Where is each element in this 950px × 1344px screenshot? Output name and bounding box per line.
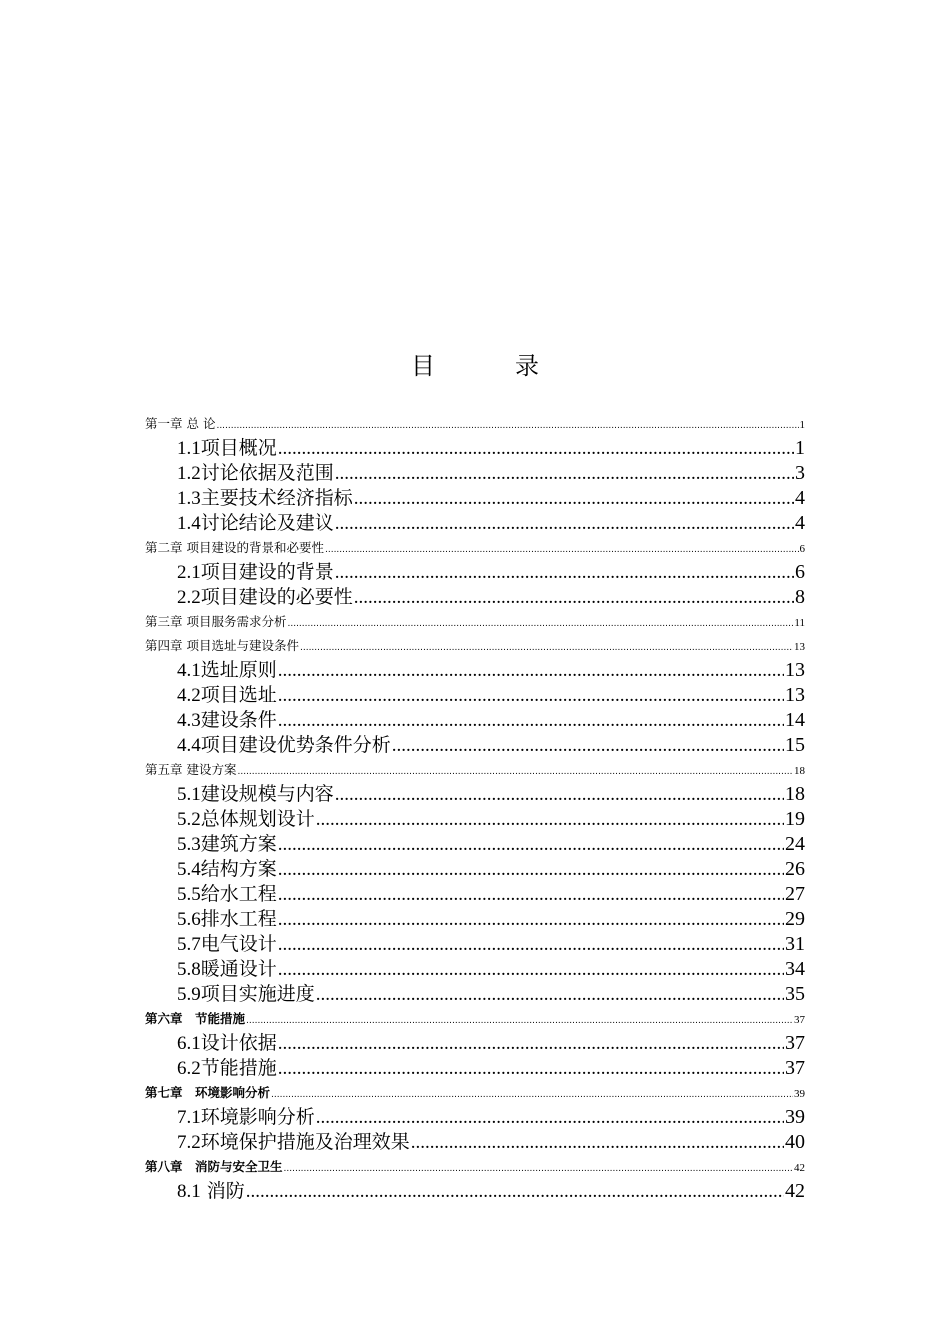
toc-leader-dots bbox=[392, 733, 784, 758]
toc-entry-label bbox=[177, 1056, 277, 1081]
toc-section-entry[interactable] bbox=[145, 1105, 805, 1130]
toc-page-number: 27 bbox=[785, 883, 805, 905]
toc-section-title: 给水工程 bbox=[200, 883, 277, 905]
toc-section-entry[interactable] bbox=[145, 907, 805, 932]
toc-section-number: 1.2 bbox=[177, 463, 201, 484]
toc-entry-label bbox=[177, 585, 353, 610]
toc-leader-dots bbox=[278, 658, 784, 683]
toc-page-number: 26 bbox=[785, 858, 805, 880]
toc-section-number: 5.3 bbox=[177, 834, 201, 855]
toc-leader-dots bbox=[354, 486, 794, 511]
toc-section-title: 消防 bbox=[200, 1180, 245, 1202]
toc-entry-label bbox=[177, 658, 277, 683]
toc-section-title: 设计依据 bbox=[200, 1032, 277, 1054]
toc-leader-dots bbox=[325, 538, 799, 560]
toc-section-number: 4.4 bbox=[177, 735, 201, 756]
toc-page-number: 13 bbox=[785, 684, 805, 706]
toc-leader-dots bbox=[278, 957, 784, 982]
toc-leader-dots bbox=[278, 436, 794, 461]
toc-page-number: 39 bbox=[794, 1088, 805, 1100]
toc-section-title: 结构方案 bbox=[200, 858, 277, 880]
toc-leader-dots bbox=[287, 612, 793, 634]
toc-chapter-entry[interactable] bbox=[145, 1081, 805, 1105]
toc-section-entry[interactable] bbox=[145, 461, 805, 486]
toc-leader-dots bbox=[271, 1083, 793, 1105]
toc-leader-dots bbox=[300, 636, 793, 658]
toc-section-number: 8.1 bbox=[177, 1181, 201, 1202]
toc-entry-label: 第五章 建设方案 bbox=[145, 762, 237, 777]
toc-section-number: 5.8 bbox=[177, 959, 201, 980]
toc-section-title: 节能措施 bbox=[200, 1057, 277, 1079]
toc-entry-label: 第三章 项目服务需求分析 bbox=[145, 614, 287, 629]
toc-page-number: 39 bbox=[785, 1106, 805, 1128]
toc-title: 目 录 bbox=[411, 352, 567, 380]
toc-section-entry[interactable] bbox=[145, 560, 805, 585]
toc-section-number: 1.4 bbox=[177, 513, 201, 534]
toc-page-number: 13 bbox=[794, 641, 805, 653]
toc-entry-label: 第六章 节能措施 bbox=[145, 1011, 246, 1026]
toc-leader-dots bbox=[237, 760, 793, 782]
toc-section-number: 4.3 bbox=[177, 710, 201, 731]
toc-page-number: 4 bbox=[795, 487, 805, 509]
toc-section-number: 4.1 bbox=[177, 660, 201, 681]
toc-entry-label bbox=[177, 882, 277, 907]
toc-section-entry[interactable] bbox=[145, 882, 805, 907]
toc-entry-label: 第八章 消防与安全卫生 bbox=[145, 1159, 283, 1174]
toc-entry-label bbox=[177, 932, 277, 957]
toc-section-entry[interactable] bbox=[145, 585, 805, 610]
toc-section-entry[interactable] bbox=[145, 486, 805, 511]
toc-section-title: 排水工程 bbox=[200, 908, 277, 930]
toc-leader-dots bbox=[278, 683, 784, 708]
toc-section-title: 建筑方案 bbox=[200, 833, 277, 855]
toc-chapter-entry[interactable] bbox=[145, 610, 805, 634]
toc-leader-dots bbox=[284, 1157, 793, 1179]
toc-page-number: 1 bbox=[799, 419, 805, 431]
toc-section-number: 1.3 bbox=[177, 488, 201, 509]
toc-page-number: 18 bbox=[785, 783, 805, 805]
toc-section-number: 4.2 bbox=[177, 685, 201, 706]
toc-section-number: 1.1 bbox=[177, 438, 201, 459]
toc-section-number: 5.7 bbox=[177, 934, 201, 955]
toc-page-number: 15 bbox=[785, 734, 805, 756]
toc-leader-dots bbox=[278, 857, 784, 882]
toc-leader-dots bbox=[278, 907, 784, 932]
toc-section-title: 项目选址 bbox=[200, 684, 277, 706]
toc-leader-dots bbox=[246, 1009, 793, 1031]
toc-page-number: 24 bbox=[785, 833, 805, 855]
toc-leader-dots bbox=[216, 414, 798, 436]
toc-section-entry[interactable] bbox=[145, 1179, 805, 1204]
toc-leader-dots bbox=[335, 782, 784, 807]
toc-entry-label bbox=[177, 436, 277, 461]
toc-entry-label bbox=[177, 857, 277, 882]
toc-page-number: 11 bbox=[794, 617, 805, 629]
toc-section-number: 5.6 bbox=[177, 909, 201, 930]
toc-entry-label bbox=[177, 807, 315, 832]
toc-leader-dots bbox=[278, 932, 784, 957]
toc-section-title: 暖通设计 bbox=[200, 958, 277, 980]
toc-leader-dots bbox=[278, 1056, 784, 1081]
toc-leader-dots bbox=[316, 1105, 784, 1130]
toc-section-title: 环境保护措施及治理效果 bbox=[200, 1131, 410, 1153]
toc-chapter-entry[interactable] bbox=[145, 412, 805, 436]
toc-section-entry[interactable] bbox=[145, 1130, 805, 1155]
toc-leader-dots bbox=[278, 708, 784, 733]
toc-page-number: 18 bbox=[794, 765, 805, 777]
toc-leader-dots bbox=[278, 1031, 784, 1056]
toc-section-number: 5.1 bbox=[177, 784, 201, 805]
toc-leader-dots bbox=[278, 832, 784, 857]
toc-section-title: 项目建设的必要性 bbox=[200, 586, 353, 608]
toc-page-number: 34 bbox=[785, 958, 805, 980]
toc-section-number: 2.1 bbox=[177, 562, 201, 583]
toc-section-entry[interactable] bbox=[145, 733, 805, 758]
toc-section-entry[interactable] bbox=[145, 1056, 805, 1081]
toc-page-number: 37 bbox=[794, 1014, 805, 1026]
toc-page-number: 6 bbox=[795, 561, 805, 583]
toc-section-number: 5.5 bbox=[177, 884, 201, 905]
toc-leader-dots bbox=[278, 882, 784, 907]
toc-section-title: 主要技术经济指标 bbox=[200, 487, 353, 509]
toc-section-number: 6.2 bbox=[177, 1058, 201, 1079]
toc-section-title: 讨论依据及范围 bbox=[200, 462, 334, 484]
toc-entry-label bbox=[177, 907, 277, 932]
toc-leader-dots bbox=[335, 511, 794, 536]
toc-page-number: 40 bbox=[785, 1131, 805, 1153]
toc-section-title: 选址原则 bbox=[200, 659, 277, 681]
toc-page-number: 37 bbox=[785, 1032, 805, 1054]
toc-page-number: 14 bbox=[785, 709, 805, 731]
toc-leader-dots bbox=[335, 461, 794, 486]
toc-entry-label bbox=[177, 511, 334, 536]
toc-chapter-entry[interactable] bbox=[145, 1155, 805, 1179]
toc-section-title: 项目概况 bbox=[200, 437, 277, 459]
toc-page-number: 6 bbox=[799, 543, 805, 555]
toc-section-entry[interactable] bbox=[145, 932, 805, 957]
toc-entry-label bbox=[177, 1105, 315, 1130]
toc-entry-label bbox=[177, 832, 277, 857]
toc-entry-label bbox=[177, 733, 391, 758]
toc-section-entry[interactable] bbox=[145, 708, 805, 733]
toc-section-number: 5.4 bbox=[177, 859, 201, 880]
toc-page-number: 42 bbox=[785, 1180, 805, 1202]
toc-leader-dots bbox=[411, 1130, 784, 1155]
toc-section-number: 6.1 bbox=[177, 1033, 201, 1054]
toc-chapter-entry[interactable] bbox=[145, 1007, 805, 1031]
toc-section-entry[interactable] bbox=[145, 807, 805, 832]
toc-entry-label bbox=[177, 782, 334, 807]
toc-section-number: 2.2 bbox=[177, 587, 201, 608]
toc-page-number: 3 bbox=[795, 462, 805, 484]
toc-section-title: 建设条件 bbox=[200, 709, 277, 731]
toc-page-number: 13 bbox=[785, 659, 805, 681]
toc-section-number: 7.2 bbox=[177, 1132, 201, 1153]
toc-entry-label: 第七章 环境影响分析 bbox=[145, 1085, 271, 1100]
toc-section-entry[interactable] bbox=[145, 683, 805, 708]
toc-page-number: 37 bbox=[785, 1057, 805, 1079]
toc-entry-label bbox=[177, 1179, 245, 1204]
toc-page-number: 29 bbox=[785, 908, 805, 930]
toc-section-title: 环境影响分析 bbox=[200, 1106, 315, 1128]
toc-chapter-entry[interactable] bbox=[145, 634, 805, 658]
toc-entry-label bbox=[177, 957, 277, 982]
toc-entry-label bbox=[177, 982, 315, 1007]
toc-section-entry[interactable] bbox=[145, 511, 805, 536]
toc-leader-dots bbox=[316, 807, 784, 832]
toc-section-title: 讨论结论及建议 bbox=[200, 512, 334, 534]
toc-leader-dots bbox=[316, 982, 784, 1007]
toc-leader-dots bbox=[354, 585, 794, 610]
toc-page-number: 42 bbox=[794, 1162, 805, 1174]
toc-section-title: 项目实施进度 bbox=[200, 983, 315, 1005]
toc-section-title: 总体规划设计 bbox=[200, 808, 315, 830]
toc-entry-label bbox=[177, 708, 277, 733]
toc-chapter-entry[interactable] bbox=[145, 536, 805, 560]
toc-page-number: 4 bbox=[795, 512, 805, 534]
toc-section-entry[interactable] bbox=[145, 436, 805, 461]
toc-leader-dots bbox=[246, 1179, 784, 1204]
table-of-contents bbox=[145, 412, 805, 1204]
toc-page-number: 31 bbox=[785, 933, 805, 955]
toc-entry-label bbox=[177, 683, 277, 708]
toc-page-number: 1 bbox=[795, 437, 805, 459]
toc-entry-label bbox=[177, 486, 353, 511]
toc-entry-label bbox=[177, 1031, 277, 1056]
toc-section-entry[interactable] bbox=[145, 832, 805, 857]
toc-section-number: 7.1 bbox=[177, 1107, 201, 1128]
toc-section-entry[interactable] bbox=[145, 957, 805, 982]
toc-section-entry[interactable] bbox=[145, 1031, 805, 1056]
toc-section-number: 5.9 bbox=[177, 984, 201, 1005]
toc-page-number: 35 bbox=[785, 983, 805, 1005]
toc-entry-label bbox=[177, 1130, 410, 1155]
toc-section-entry[interactable] bbox=[145, 658, 805, 683]
toc-section-title: 建设规模与内容 bbox=[200, 783, 334, 805]
toc-entry-label: 第一章 总 论 bbox=[145, 416, 216, 431]
toc-section-number: 5.2 bbox=[177, 809, 201, 830]
toc-leader-dots bbox=[335, 560, 794, 585]
toc-entry-label: 第四章 项目选址与建设条件 bbox=[145, 638, 299, 653]
toc-entry-label bbox=[177, 461, 334, 486]
toc-chapter-entry[interactable] bbox=[145, 758, 805, 782]
toc-section-title: 项目建设优势条件分析 bbox=[200, 734, 391, 756]
toc-section-title: 项目建设的背景 bbox=[200, 561, 334, 583]
toc-entry-label: 第二章 项目建设的背景和必要性 bbox=[145, 540, 324, 555]
toc-section-entry[interactable] bbox=[145, 857, 805, 882]
toc-entry-label bbox=[177, 560, 334, 585]
toc-section-entry[interactable] bbox=[145, 982, 805, 1007]
toc-section-entry[interactable] bbox=[145, 782, 805, 807]
toc-page-number: 19 bbox=[785, 808, 805, 830]
toc-section-title: 电气设计 bbox=[200, 933, 277, 955]
toc-page-number: 8 bbox=[795, 586, 805, 608]
